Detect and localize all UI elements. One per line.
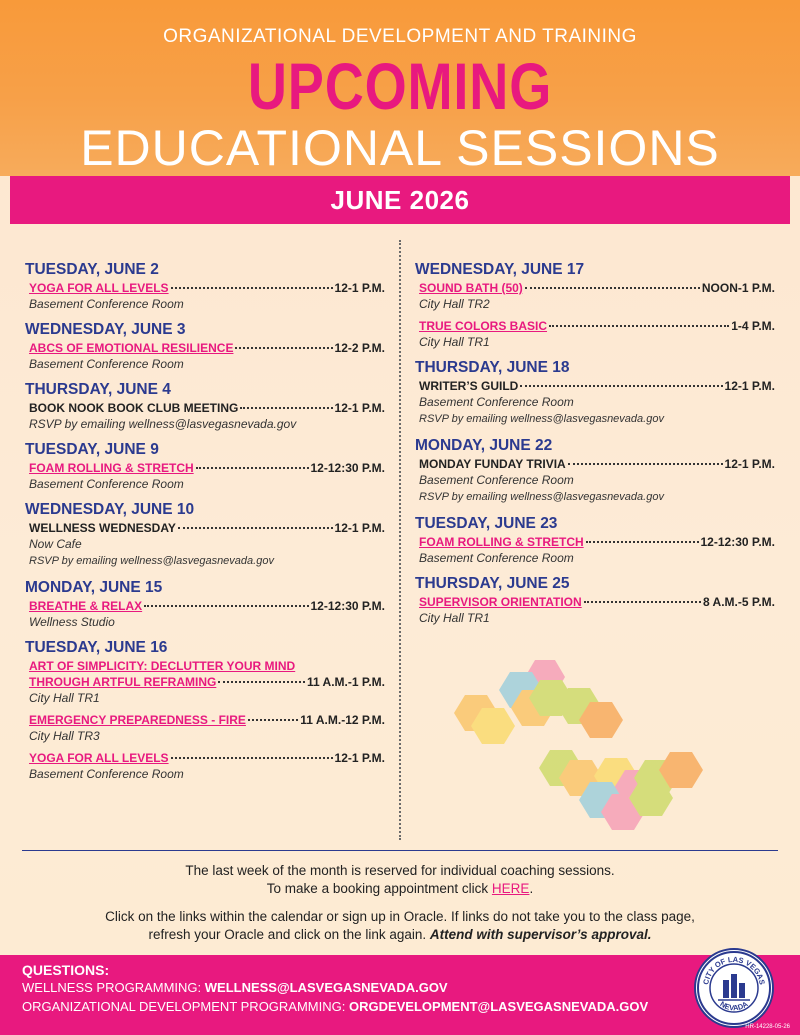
session-location: Now Cafe (29, 537, 82, 551)
session-time: 12-12:30 P.M. (310, 461, 385, 475)
city-seal-logo (694, 948, 774, 1028)
session-row (419, 456, 775, 472)
session-name: WRITER’S GUILD (419, 379, 519, 393)
session-row (29, 674, 385, 690)
booking-here-link[interactable]: HERE (491, 881, 530, 896)
session-location: RSVP by emailing wellness@lasvegasnevada.gov (29, 417, 297, 431)
session-time: 12-1 P.M. (724, 457, 775, 471)
day-heading: WEDNESDAY, JUNE 10 (25, 501, 195, 518)
day-heading: MONDAY, JUNE 15 (25, 579, 163, 596)
session-location: Basement Conference Room (29, 767, 184, 781)
session-time: NOON-1 P.M. (701, 281, 775, 295)
session-location: Basement Conference Room (419, 395, 574, 409)
session-row (419, 280, 775, 296)
notes-rule (22, 850, 778, 851)
upcoming-title: UPCOMING (247, 49, 553, 123)
session-link[interactable]: FOAM ROLLING & STRETCH (29, 461, 194, 475)
session-time: 1-4 P.M. (731, 319, 775, 333)
session-location: Basement Conference Room (419, 473, 574, 487)
dot-leader (196, 467, 309, 469)
questions-footer (0, 955, 800, 1035)
dot-leader (171, 757, 333, 759)
session-rsvp: RSVP by emailing wellness@lasvegasnevada.gov (29, 555, 274, 567)
dot-leader (240, 407, 332, 409)
booking-note (0, 880, 800, 898)
dot-leader (568, 463, 723, 465)
schedule-right-column (415, 260, 775, 626)
questions-heading: QUESTIONS: (22, 962, 110, 978)
session-time: 12-12:30 P.M. (700, 535, 775, 549)
wellness-contact (22, 980, 448, 995)
booking-period: . (529, 881, 534, 896)
session-time: 12-12:30 P.M. (310, 599, 385, 613)
dot-leader (171, 287, 333, 289)
wellness-email-link[interactable]: WELLNESS@LASVEGASNEVADA.GOV (204, 980, 448, 995)
day-heading: THURSDAY, JUNE 18 (415, 359, 570, 376)
session-link[interactable]: SOUND BATH (50) (419, 281, 523, 295)
day-heading: THURSDAY, JUNE 4 (25, 381, 171, 398)
session-name: BOOK NOOK BOOK CLUB MEETING (29, 401, 239, 415)
svg-text:CITY OF LAS VEGAS: CITY OF LAS VEGAS (701, 954, 767, 986)
day-heading: TUESDAY, JUNE 23 (415, 515, 558, 532)
wellness-label: WELLNESS PROGRAMMING: (22, 980, 205, 995)
session-location: City Hall TR3 (29, 729, 100, 743)
form-code: HR-14228-05-26 (745, 1024, 790, 1030)
day-heading: TUESDAY, JUNE 16 (25, 639, 168, 656)
session-row (29, 280, 385, 296)
session-rsvp: RSVP by emailing wellness@lasvegasnevada.gov (419, 491, 664, 503)
dot-leader (144, 605, 308, 607)
session-row (29, 340, 385, 356)
session-link[interactable]: BREATHE & RELAX (29, 599, 143, 613)
session-name: WELLNESS WEDNESDAY (29, 521, 176, 535)
session-time: 11 A.M.-12 P.M. (300, 713, 385, 727)
od-label: ORGANIZATIONAL DEVELOPMENT PROGRAMMING: (22, 999, 349, 1014)
day-heading: THURSDAY, JUNE 25 (415, 575, 570, 592)
session-location: City Hall TR1 (419, 611, 490, 625)
session-time: 12-2 P.M. (334, 341, 385, 355)
session-time: 12-1 P.M. (334, 401, 385, 415)
coaching-note: The last week of the month is reserved for individual coaching sessions. (185, 863, 615, 878)
day-heading: TUESDAY, JUNE 2 (25, 261, 159, 278)
session-link[interactable]: SUPERVISOR ORIENTATION (419, 595, 582, 609)
booking-text: To make a booking appointment click (266, 881, 492, 896)
session-link[interactable]: THROUGH ARTFUL REFRAMING (29, 675, 217, 689)
session-row (29, 400, 385, 416)
session-link[interactable]: TRUE COLORS BASIC (419, 319, 548, 333)
session-time: 11 A.M.-1 P.M. (306, 675, 385, 689)
svg-text:NEVADA: NEVADA (718, 999, 750, 1013)
session-row (29, 520, 385, 536)
dot-leader (525, 287, 700, 289)
session-row (29, 460, 385, 476)
session-link[interactable]: YOGA FOR ALL LEVELS (29, 751, 169, 765)
dot-leader (248, 719, 298, 721)
session-location: Basement Conference Room (29, 477, 184, 491)
oracle-text: refresh your Oracle and click on the link again. (148, 927, 430, 942)
session-time: 12-1 P.M. (334, 281, 385, 295)
dot-leader (218, 681, 305, 683)
session-time: 12-1 P.M. (334, 751, 385, 765)
day-heading: WEDNESDAY, JUNE 3 (25, 321, 186, 338)
dot-leader (584, 601, 701, 603)
session-location: City Hall TR2 (419, 297, 490, 311)
session-link[interactable]: YOGA FOR ALL LEVELS (29, 281, 169, 295)
month-bar: JUNE 2026 (10, 176, 790, 224)
session-location: Basement Conference Room (29, 297, 184, 311)
session-row (29, 712, 385, 728)
column-divider (399, 240, 401, 840)
dot-leader (235, 347, 332, 349)
dot-leader (549, 325, 729, 327)
session-row (419, 534, 775, 550)
session-location: City Hall TR1 (29, 691, 100, 705)
header-banner (0, 0, 800, 176)
day-heading: WEDNESDAY, JUNE 17 (415, 261, 585, 278)
session-location: City Hall TR1 (419, 335, 490, 349)
od-contact (22, 999, 648, 1014)
session-location: Basement Conference Room (29, 357, 184, 371)
schedule-left-column (25, 260, 385, 782)
session-link-line1[interactable]: ART OF SIMPLICITY: DECLUTTER YOUR MIND (29, 659, 296, 673)
org-line: ORGANIZATIONAL DEVELOPMENT AND TRAINING (163, 26, 637, 47)
oracle-note-2 (0, 926, 800, 944)
dot-leader (178, 527, 333, 529)
sessions-title: EDUCATIONAL SESSIONS (80, 120, 720, 176)
session-location: Wellness Studio (29, 615, 115, 629)
oracle-note-1: Click on the links within the calendar or sign up in Oracle. If links do not take you to the class page, (105, 909, 695, 924)
session-link[interactable]: EMERGENCY PREPAREDNESS - FIRE (29, 713, 246, 727)
session-location: Basement Conference Room (419, 551, 574, 565)
session-row (419, 594, 775, 610)
session-row (419, 318, 775, 334)
session-time: 8 A.M.-5 P.M. (702, 595, 775, 609)
dot-leader (586, 541, 699, 543)
session-row (29, 598, 385, 614)
session-rsvp: RSVP by emailing wellness@lasvegasnevada.gov (419, 413, 664, 425)
notes-block (0, 862, 800, 944)
session-row (419, 378, 775, 394)
session-name: MONDAY FUNDAY TRIVIA (419, 457, 566, 471)
od-email-link[interactable]: ORGDEVELOPMENT@LASVEGASNEVADA.GOV (348, 999, 649, 1014)
supervisor-approval-note: Attend with supervisor’s approval. (429, 927, 652, 942)
day-heading: TUESDAY, JUNE 9 (25, 441, 159, 458)
session-link[interactable]: ABCS OF EMOTIONAL RESILIENCE (29, 341, 234, 355)
decorative-hexagons (440, 660, 720, 830)
session-time: 12-1 P.M. (334, 521, 385, 535)
session-link[interactable]: FOAM ROLLING & STRETCH (419, 535, 584, 549)
session-time: 12-1 P.M. (724, 379, 775, 393)
day-heading: MONDAY, JUNE 22 (415, 437, 553, 454)
session-row (29, 750, 385, 766)
dot-leader (520, 385, 722, 387)
